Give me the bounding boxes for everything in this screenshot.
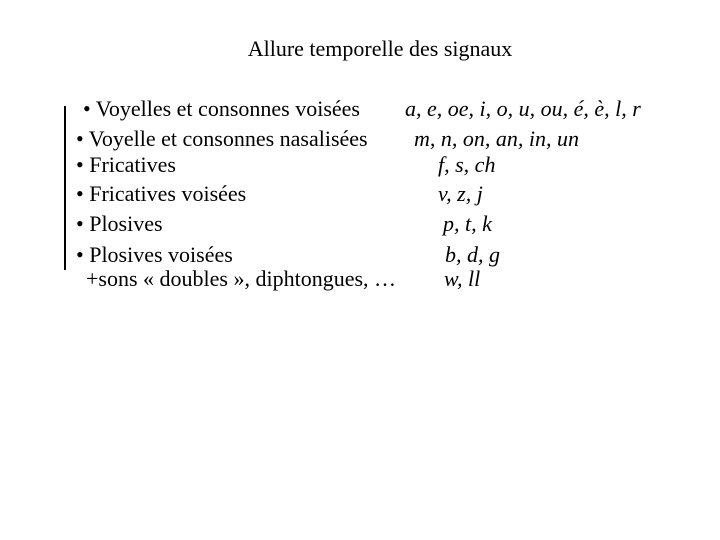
phoneme-examples: b, d, g [445,242,500,267]
category-label: • Voyelle et consonnes nasalisées [76,126,368,151]
category-label: • Fricatives [76,152,176,177]
category-label: +sons « doubles », diphtongues, … [86,266,397,291]
page-title: Allure temporelle des signaux [247,36,513,61]
phoneme-examples: m, n, on, an, in, un [414,126,579,151]
category-label: • Fricatives voisées [76,181,247,206]
phoneme-examples: a, e, oe, i, o, u, ou, é, è, l, r [405,96,641,121]
phoneme-examples: w, ll [444,266,481,291]
category-label: • Plosives [76,211,163,236]
left-margin-line [64,106,66,270]
phoneme-examples: p, t, k [443,211,492,236]
phoneme-examples: v, z, j [438,181,483,206]
category-label: • Plosives voisées [76,242,233,267]
phoneme-examples: f, s, ch [438,152,496,177]
category-label: • Voyelles et consonnes voisées [83,96,360,121]
